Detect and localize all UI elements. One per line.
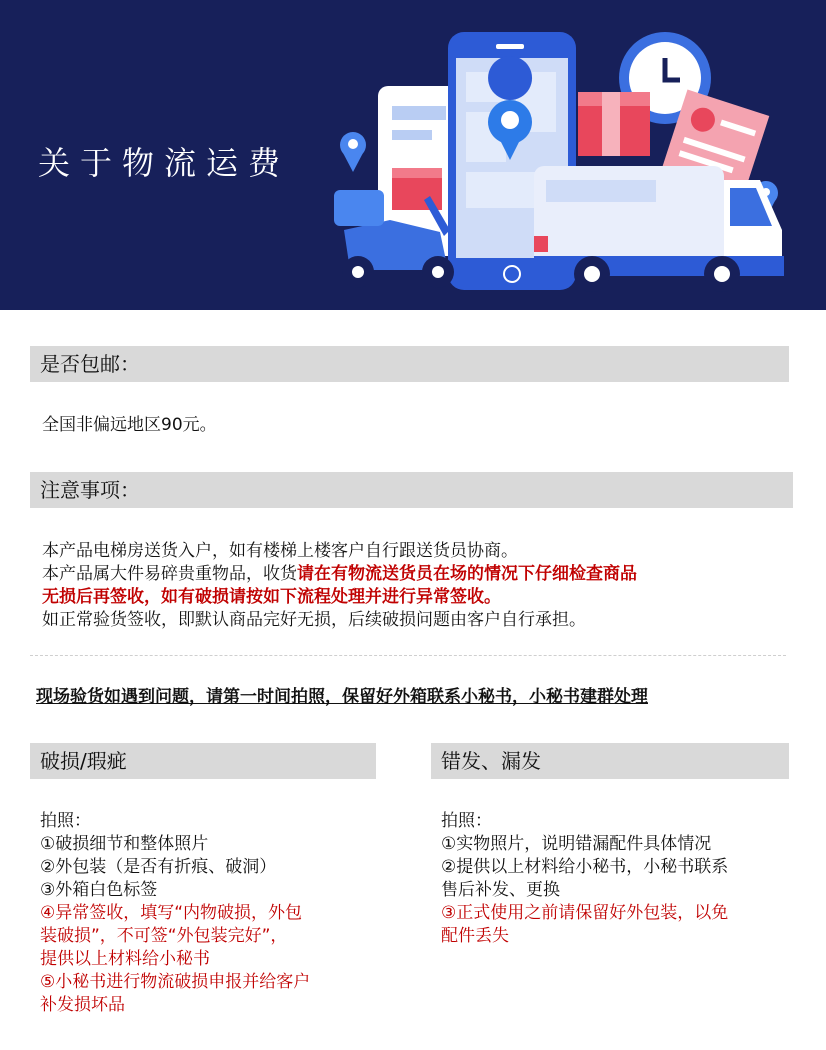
notes-line-1: 本产品电梯房送货入户，如有楼梯上楼客户自行跟送货员协商。 (42, 541, 518, 561)
notes-body (42, 540, 637, 632)
wrong-line: ①实物照片，说明错漏配件具体情况 (441, 834, 712, 854)
wrong-line: 售后补发、更换 (441, 880, 560, 900)
shipping-heading: 是否包邮： (30, 346, 789, 382)
banner-title: 关于物流运费 (38, 144, 291, 182)
damage-line: ③外箱白色标签 (40, 880, 158, 900)
wrong-line: ③正式使用之前请保留好外包装，以免 (441, 903, 729, 923)
notice-text: 现场验货如遇到问题，请第一时间拍照，保留好外箱联系小秘书，小秘书建群处理 (36, 687, 648, 707)
wrong-line: ②提供以上材料给小秘书，小秘书联系 (441, 857, 729, 877)
damage-line: ⑤小秘书进行物流破损申报并给客户 (40, 972, 311, 992)
notes-line-2-red: 请在有物流送货员在场的情况下仔细检查商品 (297, 564, 637, 584)
wrong-line: 配件丢失 (441, 926, 509, 946)
dashed-divider (30, 655, 786, 656)
notes-line-2-normal: 本产品属大件易碎贵重物品，收货 (42, 564, 297, 584)
damage-line: ①破损细节和整体照片 (40, 834, 209, 854)
damage-body (40, 810, 310, 1017)
notes-line-4: 如正常验货签收，即默认商品完好无损，后续破损问题由客户自行承担。 (42, 610, 586, 630)
damage-line: 补发损坏品 (40, 995, 125, 1015)
location-pin-icon (488, 56, 532, 100)
damage-heading: 破损/瑕疵 (30, 743, 376, 779)
notes-heading: 注意事项： (30, 472, 793, 508)
damage-line: 拍照： (40, 811, 91, 831)
damage-line: ④异常签收，填写“内物破损，外包 (40, 903, 303, 923)
wrong-line: 拍照： (441, 811, 492, 831)
wrong-heading: 错发、漏发 (431, 743, 789, 779)
notes-line-3: 无损后再签收，如有破损请按如下流程处理并进行异常签收。 (42, 587, 501, 607)
damage-line: 提供以上材料给小秘书 (40, 949, 210, 969)
damage-line: ②外包装（是否有折痕、破洞） (40, 857, 277, 877)
damage-line: 装破损”，不可签“外包装完好”， (40, 926, 288, 946)
logistics-illustration (320, 0, 826, 310)
header-banner (0, 0, 826, 310)
shipping-body: 全国非偏远地区90元。 (42, 415, 217, 435)
notes-line-2 (42, 563, 637, 586)
wrong-body (441, 810, 728, 948)
